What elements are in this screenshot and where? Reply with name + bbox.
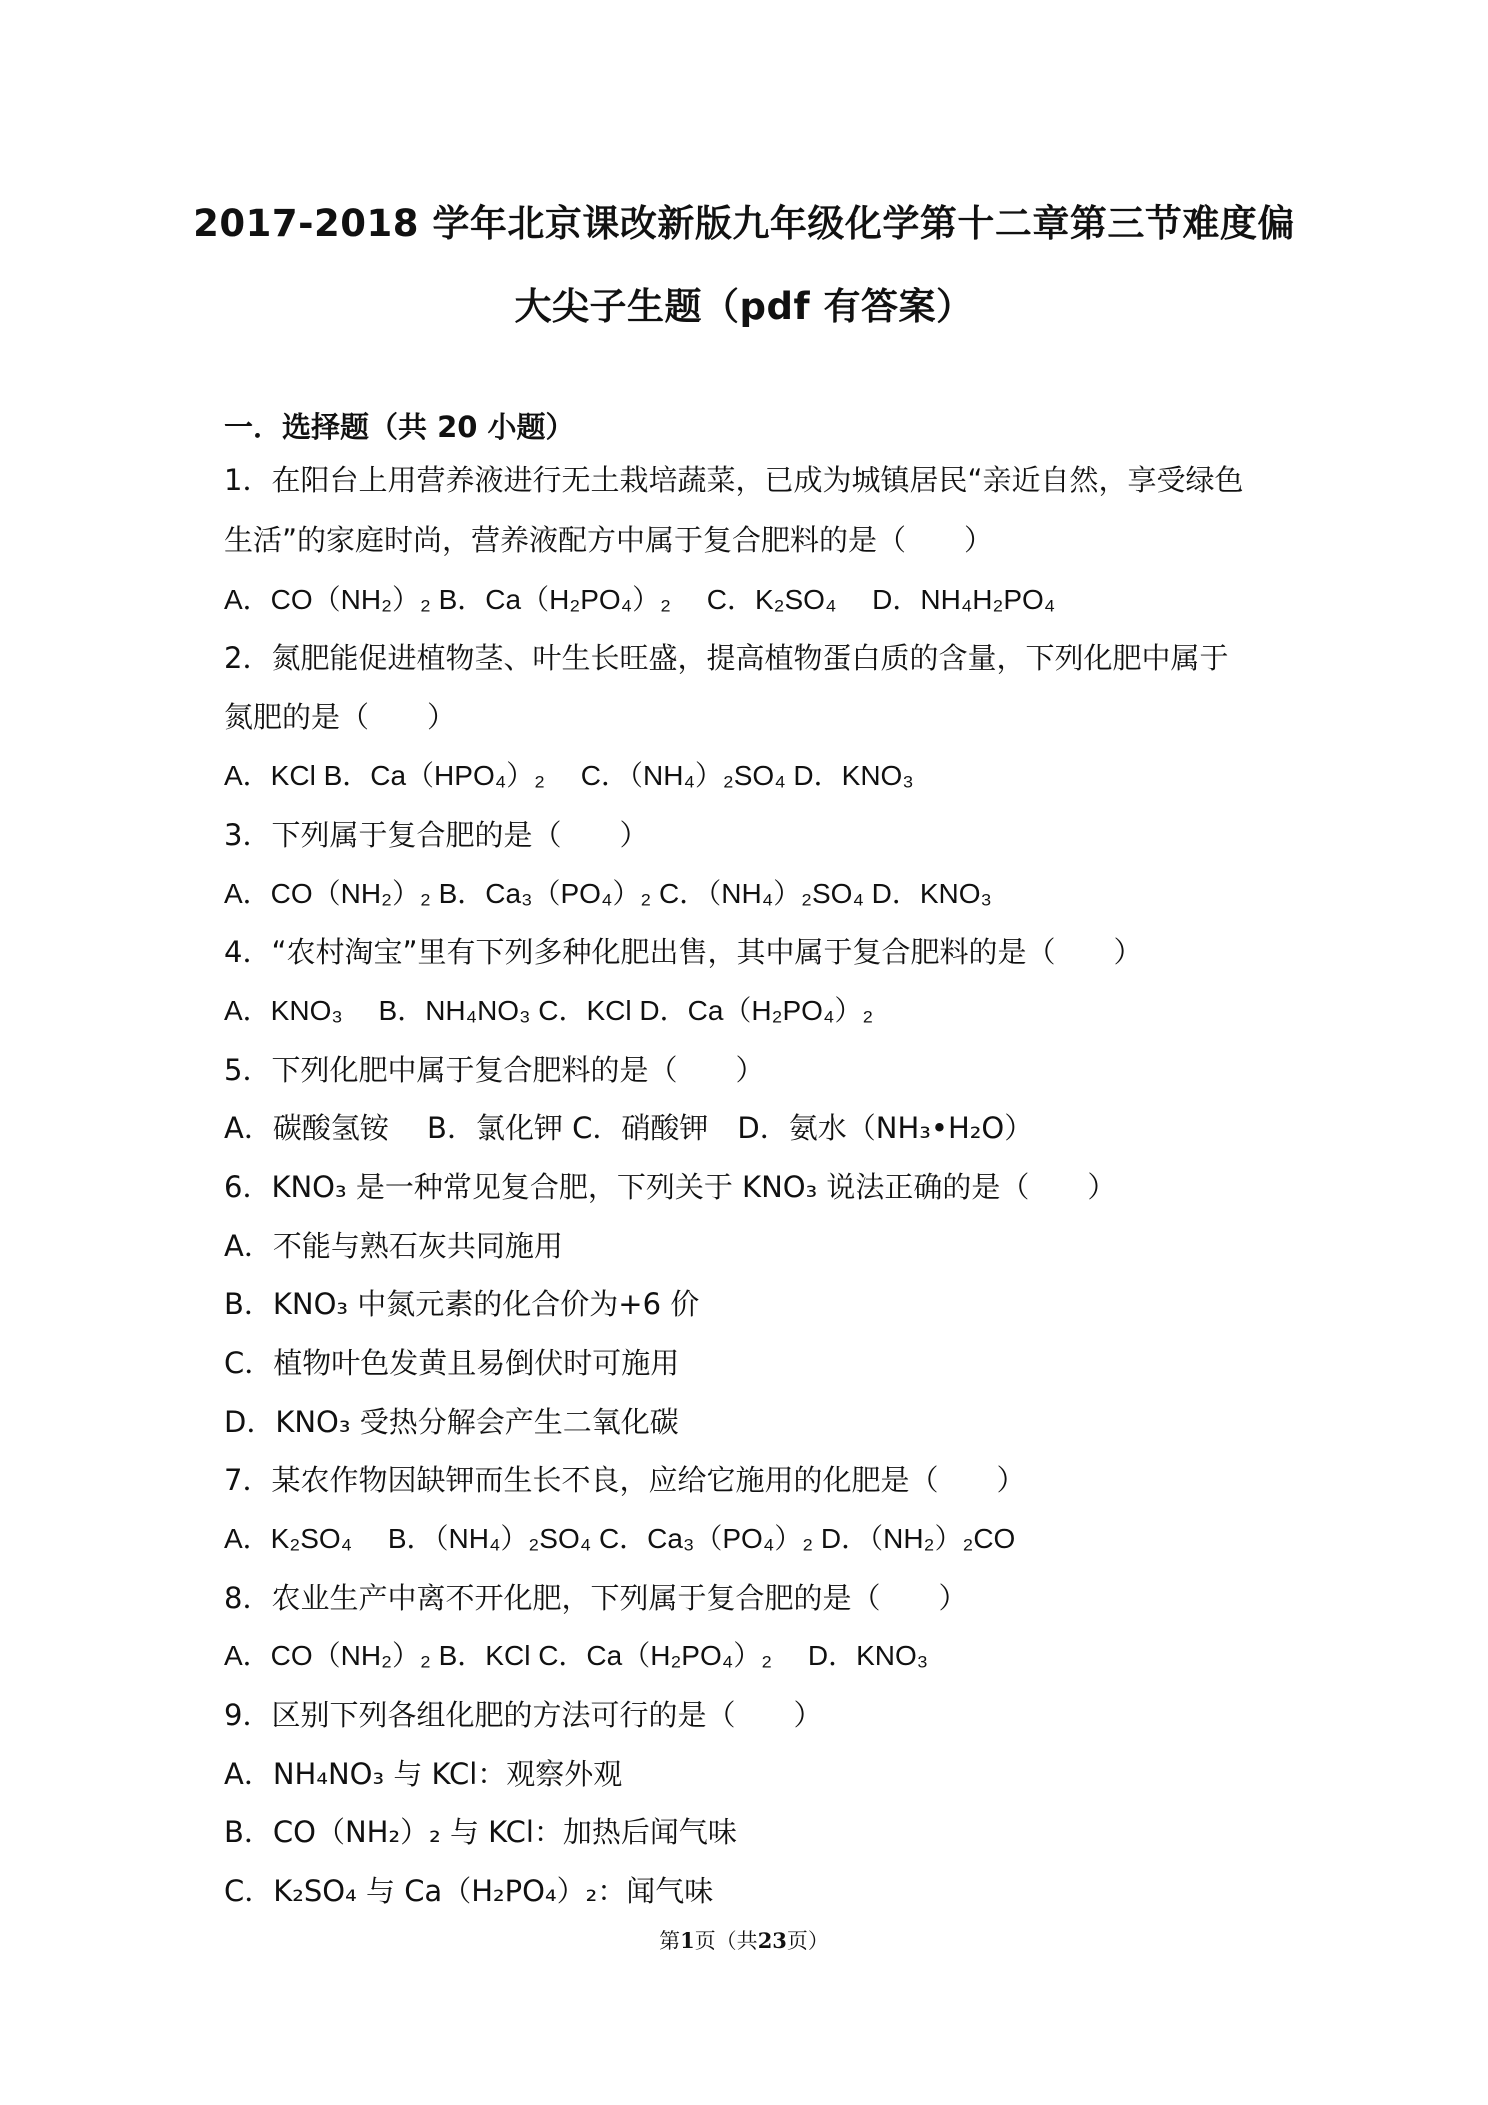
question-1-line2: 生活”的家庭时尚，营养液配方中属于复合肥料的是（ ） [224,523,994,557]
question-5-options: A．碳酸氢铵 B．氯化钾 C．硝酸钾 D．氨水（NH₃•H₂O） [224,1111,1034,1145]
question-7-stem: 7．某农作物因缺钾而生长不良，应给它施用的化肥是（ ） [224,1463,1026,1497]
question-9-option-b: B．CO（NH₂）₂ 与 KCl：加热后闻气味 [224,1815,737,1849]
question-9-option-a: A．NH₄NO₃ 与 KCl：观察外观 [224,1757,623,1791]
footer-suffix: 页） [786,1929,829,1953]
question-2-options: A．KCl B．Ca（HPO₄）₂ C．（NH₄）₂SO₄ D．KNO₃ [224,760,914,791]
page-footer [0,1925,1488,1955]
question-8-stem: 8．农业生产中离不开化肥，下列属于复合肥的是（ ） [224,1581,968,1615]
question-7-options: A．K₂SO₄ B．（NH₄）₂SO₄ C．Ca₃（PO₄）₂ D．（NH₂）₂CO [224,1523,1016,1554]
question-1-line1: 1．在阳台上用营养液进行无土栽培蔬菜，已成为城镇居民“亲近自然，享受绿色 [224,463,1244,497]
document-title-line2: 大尖子生题（pdf 有答案） [514,285,974,328]
document-title-line1: 2017-2018 学年北京课改新版九年级化学第十二章第三节难度偏 [193,202,1295,245]
question-6-option-a: A．不能与熟石灰共同施用 [224,1229,563,1263]
question-2-line2: 氮肥的是（ ） [224,700,457,734]
question-1-options: A．CO（NH₂）₂ B．Ca（H₂PO₄）₂ C．K₂SO₄ D．NH₄H₂PO₄ [224,584,1056,615]
question-9-option-c: C．K₂SO₄ 与 Ca（H₂PO₄）₂：闻气味 [224,1874,714,1908]
question-6-option-b: B．KNO₃ 中氮元素的化合价为+6 价 [224,1287,700,1321]
question-3-stem: 3．下列属于复合肥的是（ ） [224,818,649,852]
question-6-option-c: C．植物叶色发黄且易倒伏时可施用 [224,1346,680,1380]
footer-page-number: 1 [680,1928,695,1953]
footer-prefix: 第 [659,1929,681,1953]
question-5-stem: 5．下列化肥中属于复合肥料的是（ ） [224,1053,765,1087]
question-4-options: A．KNO₃ B．NH₄NO₃ C．KCl D．Ca（H₂PO₄）₂ [224,995,874,1026]
footer-middle: 页（共 [694,1929,758,1953]
footer-total-pages: 23 [757,1928,787,1953]
question-8-options: A．CO（NH₂）₂ B．KCl C．Ca（H₂PO₄）₂ D．KNO₃ [224,1640,929,1671]
section-heading: 一．选择题（共 20 小题） [224,410,575,444]
question-6-stem: 6．KNO₃ 是一种常见复合肥，下列关于 KNO₃ 说法正确的是（ ） [224,1170,1117,1204]
question-9-stem: 9．区别下列各组化肥的方法可行的是（ ） [224,1698,823,1732]
question-3-options: A．CO（NH₂）₂ B．Ca₃（PO₄）₂ C．（NH₄）₂SO₄ D．KNO₃ [224,878,992,909]
question-6-option-d: D．KNO₃ 受热分解会产生二氧化碳 [224,1405,679,1439]
question-2-line1: 2．氮肥能促进植物茎、叶生长旺盛，提高植物蛋白质的含量，下列化肥中属于 [224,641,1229,675]
question-4-stem: 4．“农村淘宝”里有下列多种化肥出售，其中属于复合肥料的是（ ） [224,935,1143,969]
